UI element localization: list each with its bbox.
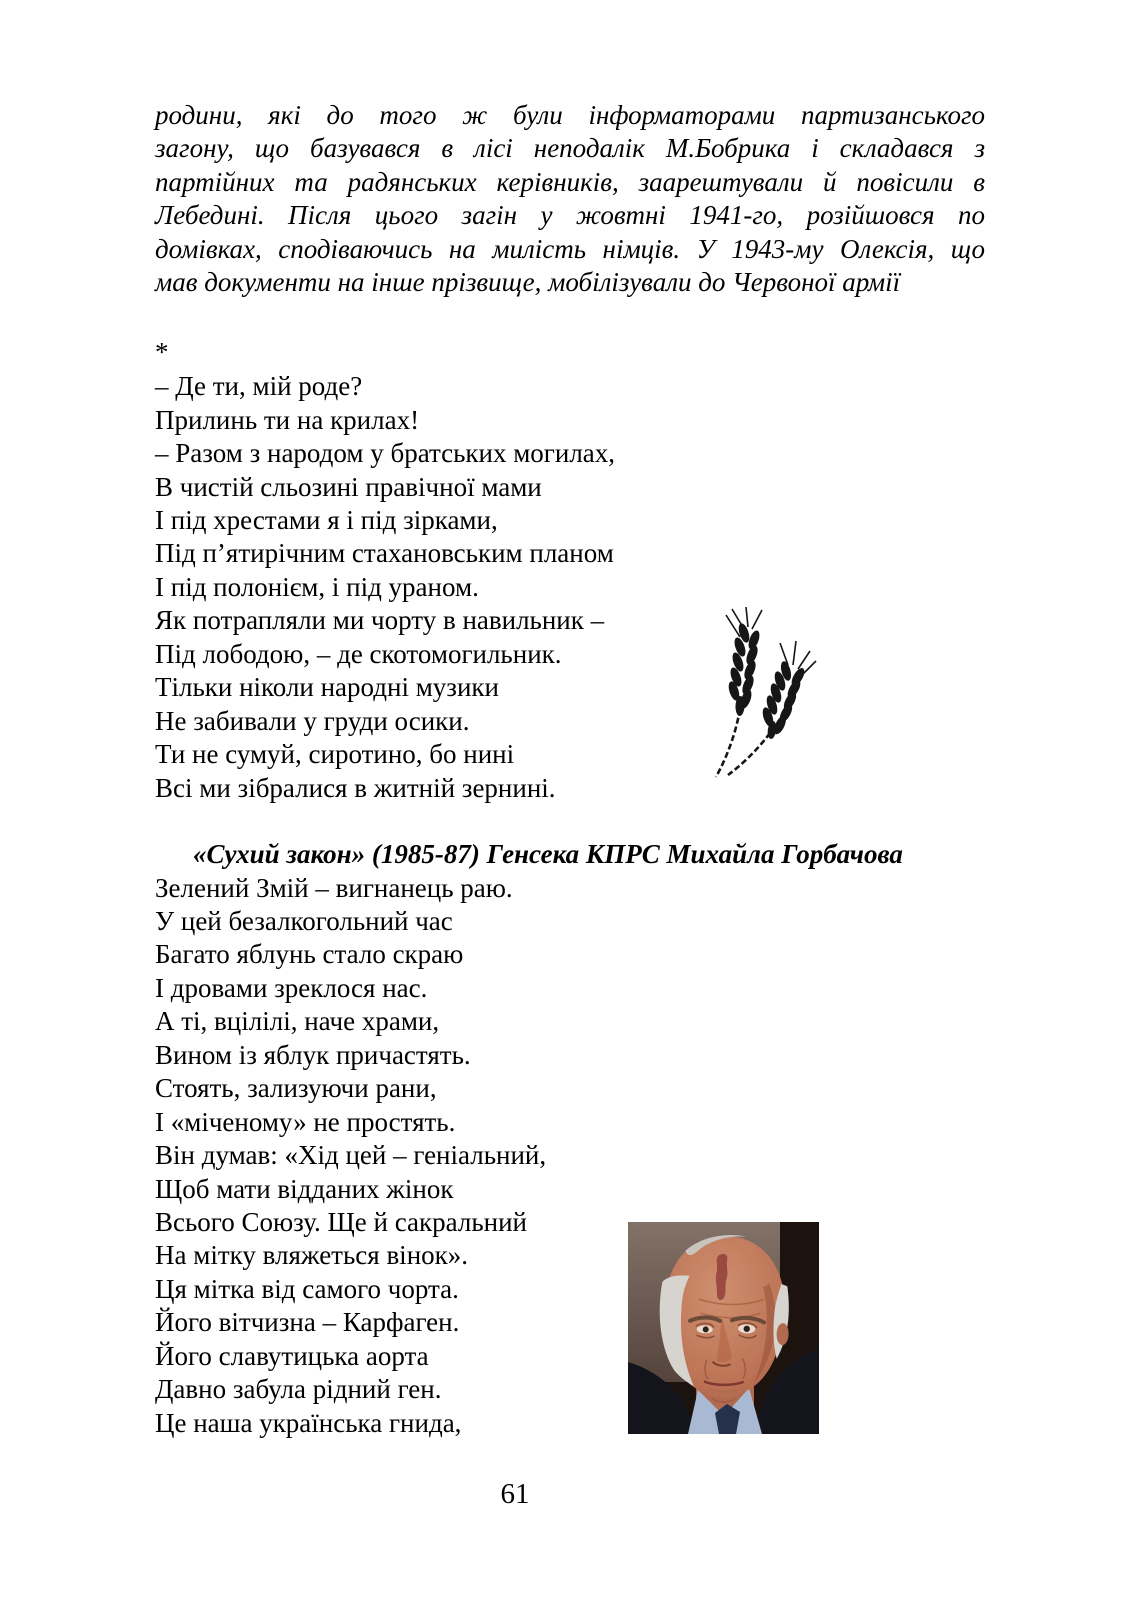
wheat-ears-icon <box>696 607 818 783</box>
paragraph-line: Лебедині. Після цього загін у жовтні 1941-го, розійшовся по <box>155 200 985 231</box>
poem-line: Багато яблунь стало скраю <box>155 939 464 970</box>
poem-second <box>155 872 985 1441</box>
poem-line: Ця мітка від самого чорта. <box>155 1273 459 1304</box>
poem-line: Під лободою, – де скотомогильник. <box>155 638 562 669</box>
poem-line: Ти не сумуй, сиротино, бо нині <box>155 739 515 770</box>
poem-line: – Разом з народом у братських могилах, <box>155 438 616 469</box>
poem-line: Всього Союзу. Ще й сакральний <box>155 1207 527 1238</box>
poem-line: Він думав: «Хід цей – геніальний, <box>155 1140 547 1171</box>
paragraph-line: партійних та радянських керівників, заарештували й повісили в <box>155 166 985 197</box>
poem-line: Зелений Змій – вигнанець раю. <box>155 872 513 903</box>
paragraph-line: мав документи на інше прізвище, мобілізували до Червоної армії <box>155 267 901 298</box>
paragraph-line: домівках, сподіваючись на милість німців. У 1943-му Олексія, що <box>155 233 985 264</box>
poem-line: І під хрестами я і під зірками, <box>155 504 498 535</box>
intro-paragraph <box>155 99 985 300</box>
gorbachev-portrait-photo <box>628 1222 819 1434</box>
poem-line: На мітку вляжеться вінок». <box>155 1240 469 1271</box>
poem-line: Щоб мати відданих жінок <box>155 1173 454 1204</box>
page-content <box>155 99 985 1440</box>
poem-line: І дровами зреклося нас. <box>155 972 428 1003</box>
poem-line: Вином із яблук причастять. <box>155 1039 471 1070</box>
poem-line: В чистій сльозині правічної мами <box>155 471 542 502</box>
section-marker: * <box>155 336 169 367</box>
poem-first <box>155 370 985 805</box>
poem-line: Його славутицька аорта <box>155 1340 429 1371</box>
poem-line: Давно забула рідний ген. <box>155 1374 442 1405</box>
poem-line: Стоять, зализуючи рани, <box>155 1073 437 1104</box>
poem-line: І під полонієм, і під ураном. <box>155 571 479 602</box>
paragraph-line: родини, які до того ж були інформаторами партизанського <box>155 100 985 130</box>
poem-line: Як потрапляли ми чорту в навильник – <box>155 605 605 636</box>
poem-line: А ті, вцілілі, наче храми, <box>155 1006 440 1037</box>
poem-line: – Де ти, мій роде? <box>155 371 363 402</box>
poem-line: Це наша українська гнида, <box>155 1407 462 1438</box>
poem-line: Під п’ятирічним стахановським планом <box>155 538 614 569</box>
portrait-photo-icon <box>628 1222 819 1434</box>
poem-line: Його вітчизна – Карфаген. <box>155 1307 460 1338</box>
page-number: 61 <box>500 1478 530 1510</box>
paragraph-line: загону, що базувався в лісі неподалік М.Бобрика і складався з <box>155 133 985 164</box>
poem-line: І «міченому» не простять. <box>155 1106 456 1137</box>
poem-line: Всі ми зібралися в житній зернині. <box>155 772 556 803</box>
poem-line: Не забивали у груди осики. <box>155 705 470 736</box>
poem-line: У цей безалкогольний час <box>155 905 453 936</box>
poem-title: «Сухий закон» (1985-87) Генсека КПРС Михайла Горбачова <box>193 839 903 870</box>
wheat-ears-illustration <box>696 607 818 783</box>
poem-line: Тільки ніколи народні музики <box>155 672 499 703</box>
poem-line: Прилинь ти на крилах! <box>155 404 420 435</box>
